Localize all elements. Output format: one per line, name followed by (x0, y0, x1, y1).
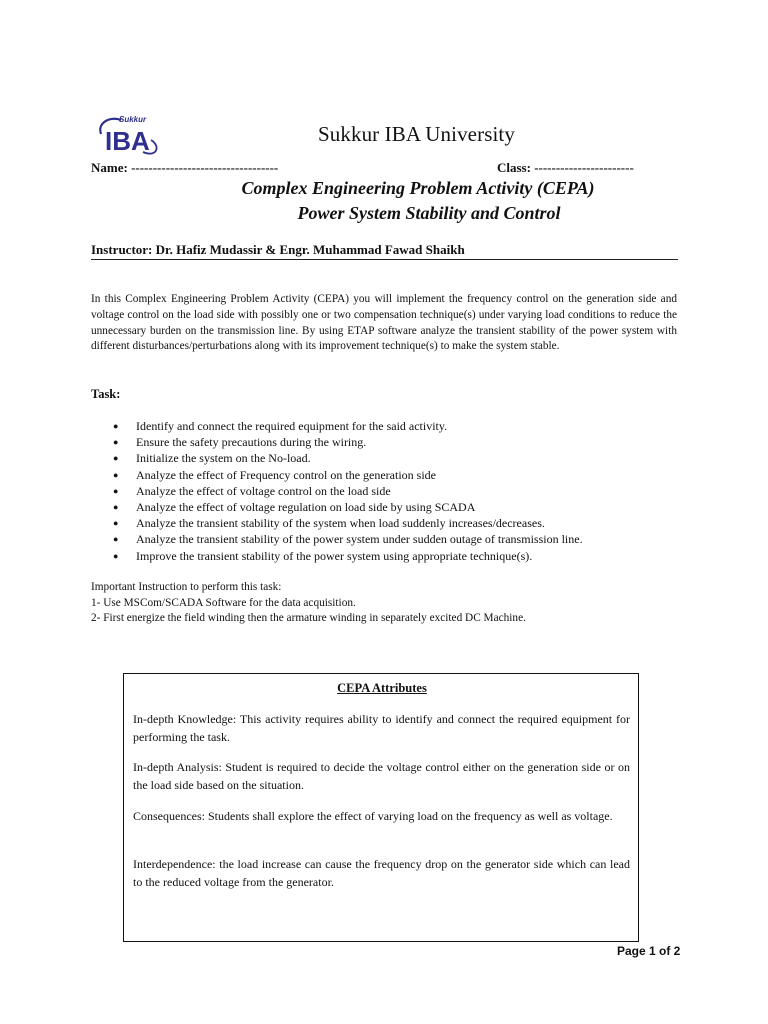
task-item: ● Ensure the safety precautions during the wiring. (113, 434, 583, 450)
instructor-line: Instructor: Dr. Hafiz Mudassir & Engr. Muhammad Fawad Shaikh (91, 242, 465, 257)
task-item: ● Improve the transient stability of the power system using appropriate technique(s). (113, 548, 583, 564)
attribute-analysis: In-depth Analysis: Student is required to decide the voltage control either on the generation side or on the load side based on the situation. (133, 760, 630, 793)
attribute-consequences: Consequences: Students shall explore the effect of varying load on the frequency as well as voltage. (133, 809, 613, 823)
important-instructions (91, 580, 526, 627)
task-item: ● Analyze the transient stability of the system when load suddenly increases/decreases. (113, 515, 583, 531)
page-number: Page 1 of 2 (617, 944, 681, 958)
course-title: Power System Stability and Control (297, 203, 561, 223)
attribute-knowledge: In-depth Knowledge: This activity requires ability to identify and connect the required equipment for performing the task. (133, 712, 630, 745)
cepa-attributes-box (123, 673, 639, 942)
task-item: ● Analyze the transient stability of the power system under sudden outage of transmission line. (113, 531, 583, 547)
instruction-line: 2- First energize the field winding then the armature winding in separately excited DC Machine. (91, 612, 526, 625)
task-heading: Task: (91, 387, 121, 401)
instructions-heading: Important Instruction to perform this task: (91, 581, 282, 593)
task-item: ● Analyze the effect of voltage control on the load side (113, 483, 583, 499)
task-item: ● Analyze the effect of Frequency control on the generation side (113, 467, 583, 483)
header-divider (91, 259, 678, 260)
name-field-line: Name: ---------------------------------- (91, 160, 279, 175)
sukkur-iba-logo (95, 112, 167, 162)
intro-paragraph: In this Complex Engineering Problem Activity (CEPA) you will implement the frequency control on the generation side and voltage control on the load side with possibly one or two compensation technique(s) under varying load conditions to reduce the unnecessary burden on the transmission line. By using ETAP software analyze the transient stability of the power system with different disturbances/perturbations along with its improvement technique(s) to make the system stable. (91, 293, 677, 353)
activity-title: Complex Engineering Problem Activity (CEPA) (241, 178, 595, 198)
instruction-line: 1- Use MSCom/SCADA Software for the data acquisition. (91, 596, 356, 609)
task-item: ● Initialize the system on the No-load. (113, 450, 583, 466)
task-item: ● Analyze the effect of voltage regulation on load side by using SCADA (113, 499, 583, 515)
task-item: ● Identify and connect the required equipment for the said activity. (113, 418, 583, 434)
svg-text:Sukkur: Sukkur (119, 115, 147, 124)
attribute-interdependence: Interdependence: the load increase can cause the frequency drop on the generator side which can lead to the reduced voltage from the generator. (133, 857, 630, 890)
class-field-line: Class: ----------------------- (497, 160, 634, 175)
task-list (113, 418, 583, 564)
attributes-title: CEPA Attributes (337, 681, 427, 695)
svg-text:IBA: IBA (105, 126, 150, 156)
university-title: Sukkur IBA University (318, 122, 515, 146)
